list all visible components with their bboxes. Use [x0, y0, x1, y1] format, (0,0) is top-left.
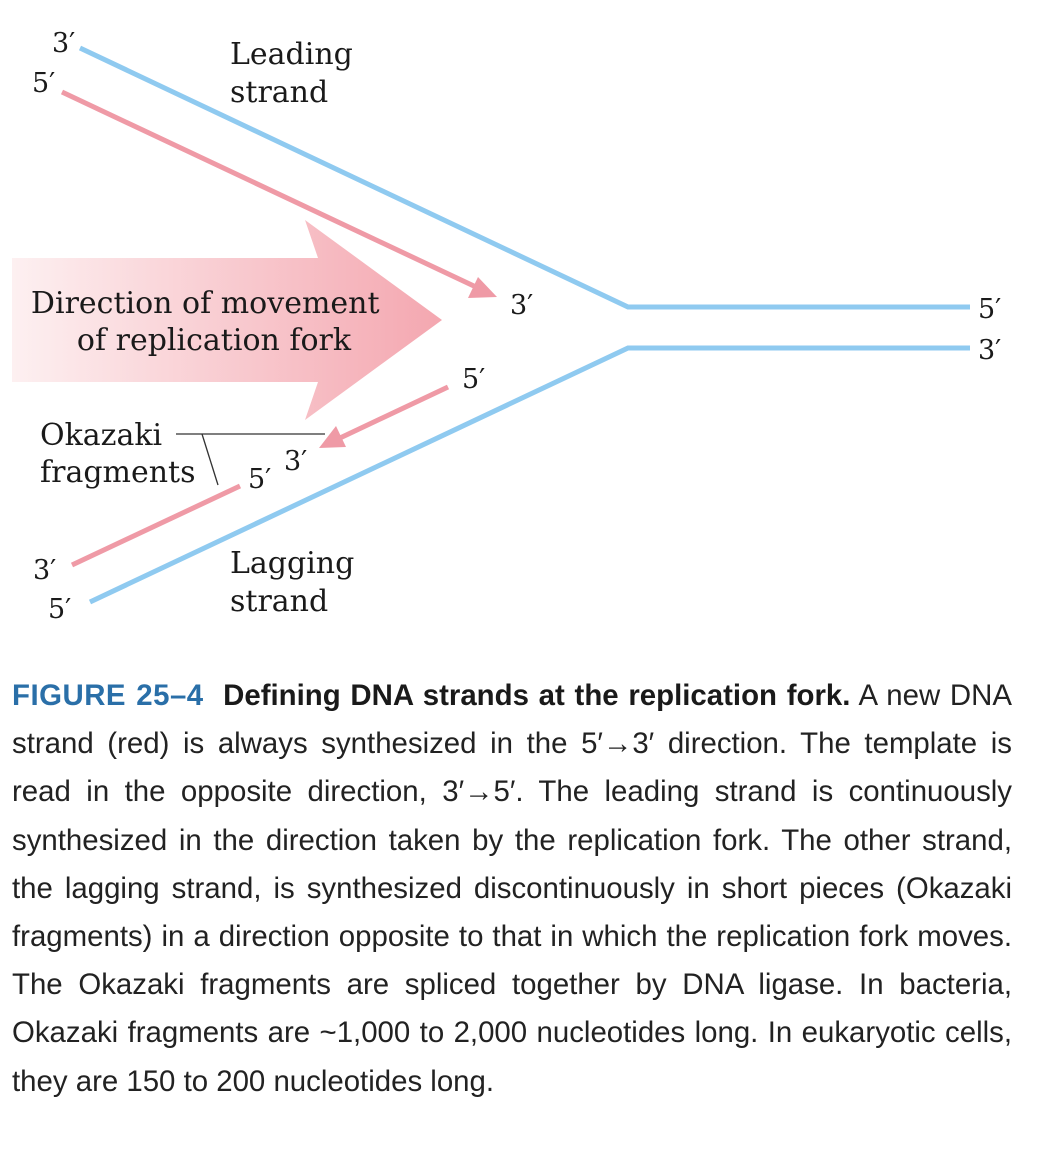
end-label-okazaki2-5prime: 5′ [248, 464, 272, 495]
end-label-right-top-5prime: 5′ [978, 294, 1002, 325]
end-label-top-template-3prime: 3′ [52, 28, 76, 59]
caption-body: A new DNA strand (red) is always synthesized in the 5′→3′ direction. The template is read in the opposite direction, 3′→5′. The leading strand is continuously synthesized in the direction taken by the replication fork. The other strand, the lagging strand, is synthesized discontinuously in short pieces (Okazaki fragments) in a direction opposite to that in which the replication fork moves. The Okazaki fragments are spliced together by DNA ligase. In bacteria, Okazaki fragments are ~1,000 to 2,000 nucleotides long. In eukaryotic cells, they are 150 to 200 nucleotides long. [12, 679, 1012, 1098]
figure-caption [12, 672, 1012, 1106]
end-label-leading-tip-3prime: 3′ [510, 290, 534, 321]
end-label-bottom-new-3prime: 3′ [33, 555, 57, 586]
leading-new-strand [62, 92, 476, 287]
okazaki-fragments-label: Okazaki fragments [40, 418, 196, 490]
fork-direction-label: Direction of movement of replication fork [30, 286, 380, 358]
end-label-top-new-5prime: 5′ [32, 68, 56, 99]
end-label-okazaki1-3prime: 3′ [284, 446, 308, 477]
okazaki-fragment-2 [72, 486, 240, 565]
lagging-strand-label: Lagging strand [230, 546, 355, 619]
end-label-okazaki1-5prime: 5′ [462, 364, 486, 395]
okazaki-fragment-1 [340, 387, 448, 438]
end-label-bottom-template-5prime: 5′ [48, 594, 72, 625]
okazaki-leader-line-2 [202, 434, 218, 485]
lagging-template-strand [90, 348, 970, 602]
figure-title: Defining DNA strands at the replication fork. [223, 679, 851, 712]
leading-strand-label: Leading strand [230, 37, 353, 110]
figure-number: FIGURE 25–4 [12, 679, 204, 712]
end-label-right-bottom-3prime: 3′ [978, 335, 1002, 366]
